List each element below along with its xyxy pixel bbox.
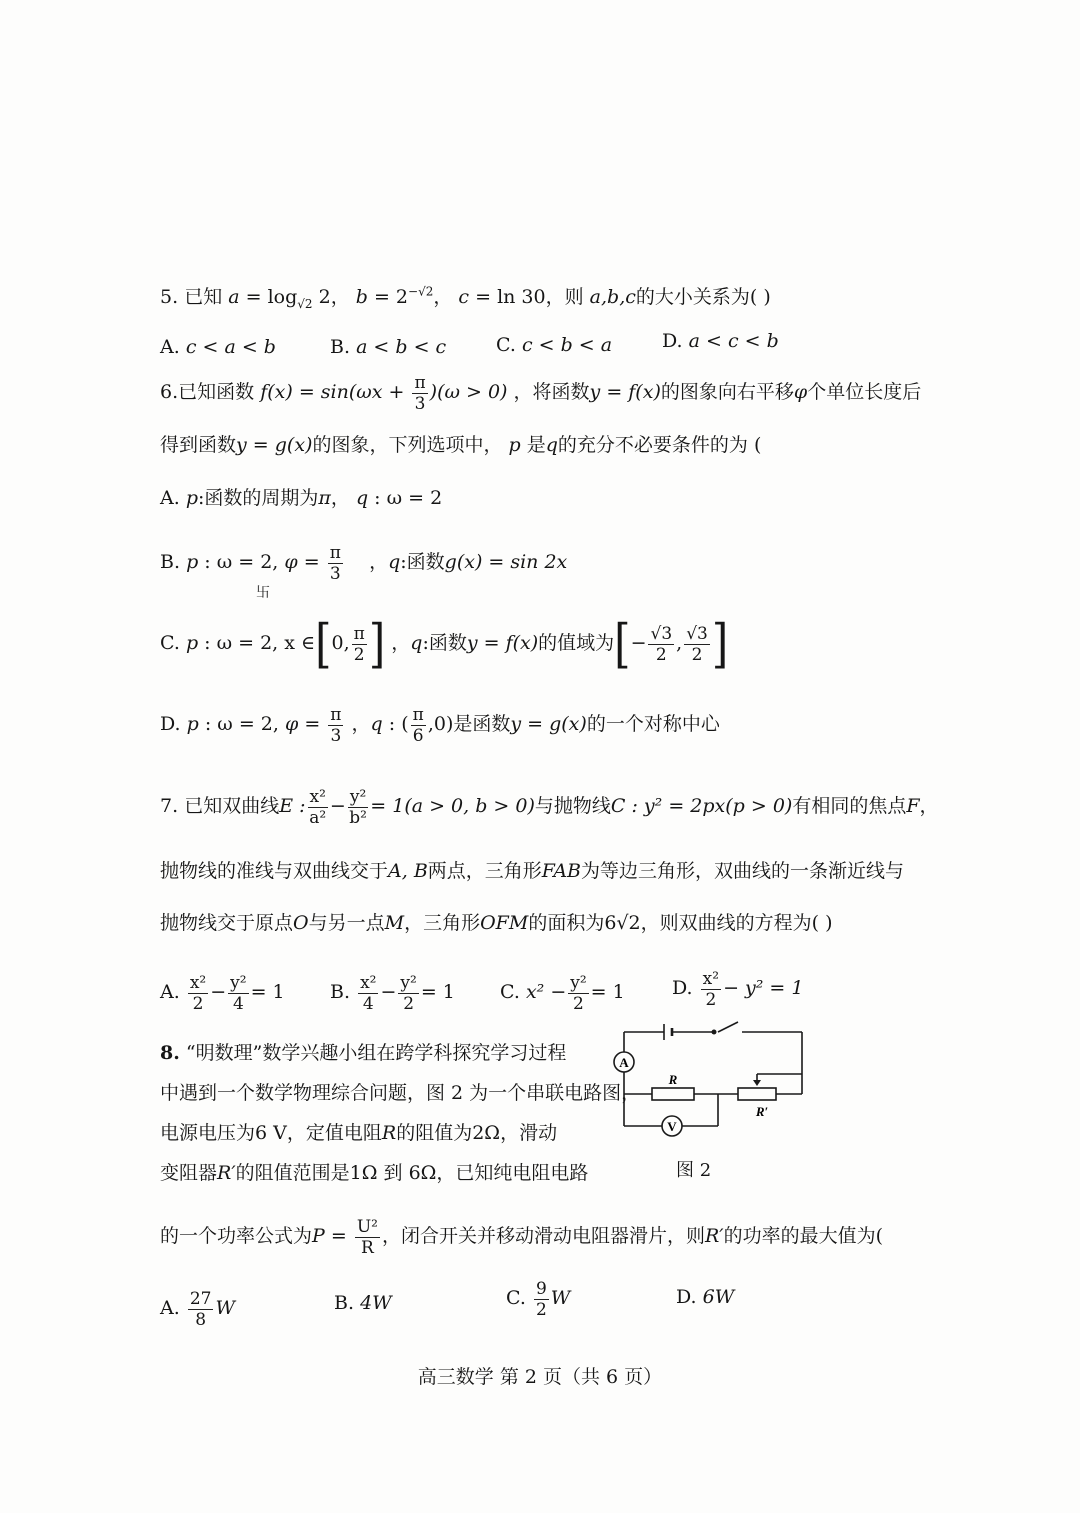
voltmeter-label: V bbox=[667, 1119, 677, 1134]
q6-q: q bbox=[545, 434, 558, 456]
q8-option-c-unit: W bbox=[550, 1287, 571, 1309]
q7-stem-line2 bbox=[160, 858, 904, 884]
q7-frac-x-num: x² bbox=[309, 786, 326, 807]
q7-line2-b: 两点，三角形 bbox=[427, 860, 542, 882]
q5-a-arg: 2 bbox=[312, 286, 331, 308]
q6-option-b-label: B. bbox=[160, 551, 181, 573]
q8-option-a-frac bbox=[188, 1289, 214, 1330]
resistor-label: R bbox=[668, 1072, 678, 1087]
q6-option-d-q: q bbox=[370, 713, 383, 735]
q7-line2-a: 抛物线的准线与双曲线交于 bbox=[160, 860, 389, 882]
q7-eq1: = 1(a > 0, b > 0) bbox=[370, 795, 535, 817]
q8-option-c-den: 2 bbox=[535, 1299, 547, 1320]
q8-option-c-frac bbox=[534, 1279, 549, 1320]
q8-option-b bbox=[334, 1290, 392, 1316]
q6-frac-num: π bbox=[414, 372, 426, 393]
q7-O: O bbox=[293, 912, 309, 934]
q8-line1-text: “明数理”数学兴趣小组在跨学科探究学习过程 bbox=[185, 1042, 567, 1064]
q8-option-c bbox=[506, 1272, 570, 1324]
q6-option-b-text-1: : ω = 2, bbox=[198, 551, 279, 573]
handwritten-mark: 卐 bbox=[256, 585, 270, 601]
q7-frac-x bbox=[308, 787, 328, 828]
q8-Rprime: R′ bbox=[217, 1162, 236, 1184]
q7-option-d bbox=[672, 962, 803, 1014]
q7-option-a: A. $\frac{\text{x²}}{2}$ − $\frac{\text{y²}}{4}$ = 1 bbox=[160, 972, 285, 1014]
q8-option-a-label: A. bbox=[160, 1297, 180, 1319]
q8-power-den: R bbox=[360, 1237, 374, 1258]
q7-option-b: B. $\frac{\text{x²}}{4}$ − $\frac{\text{y²}}{2}$ = 1 bbox=[330, 972, 455, 1014]
q6-option-d bbox=[160, 702, 720, 746]
q6-option-b-q: q bbox=[388, 551, 401, 573]
q8-r-value: 2Ω bbox=[472, 1122, 501, 1144]
q7-E: E : bbox=[279, 795, 306, 817]
q8-option-d bbox=[676, 1284, 734, 1310]
q6-option-c-sep: ， bbox=[391, 632, 411, 654]
q7-F: F bbox=[906, 795, 920, 817]
q8-line5-b: ，闭合开关并移动滑动电阻器滑片，则 bbox=[381, 1225, 705, 1247]
q8-line4 bbox=[160, 1160, 588, 1186]
switch-pivot bbox=[712, 1030, 717, 1035]
q6-option-b-text-2: :函数 bbox=[400, 551, 445, 573]
q8-option-d-label: D. bbox=[676, 1286, 697, 1308]
q7-option-c bbox=[500, 966, 625, 1018]
rheostat-label: R′ bbox=[755, 1104, 769, 1119]
q6-option-c-minus: − bbox=[630, 632, 647, 654]
q7-option-a-d2: 4 bbox=[232, 993, 244, 1014]
q6-stem-line2 bbox=[160, 432, 761, 458]
q8-line3-d: ，滑动 bbox=[500, 1122, 558, 1144]
q7-option-d-tail: − y² = 1 bbox=[723, 977, 804, 999]
q7-C: C : y² = 2px(p > 0) bbox=[610, 795, 793, 817]
q6-text-3: 的图象向右平移 bbox=[660, 381, 794, 403]
q6-option-c-text-3: 的值域为 bbox=[538, 632, 615, 654]
rheostat-box bbox=[738, 1088, 776, 1100]
q5-option-a bbox=[160, 334, 276, 360]
q7-line3-c: ，三角形 bbox=[404, 912, 481, 934]
q5-c-var: c bbox=[458, 286, 470, 308]
q7-frac-x-den: a² bbox=[309, 807, 327, 828]
q8-option-a-unit: W bbox=[215, 1297, 235, 1319]
q7-option-c-pre: x² − bbox=[525, 981, 567, 1003]
q5-sep-1: ， bbox=[330, 286, 350, 308]
q5-text-4: ，则 bbox=[545, 286, 584, 308]
q5-text-6: ) bbox=[763, 286, 771, 308]
q5-abc: a,b,c bbox=[589, 286, 636, 308]
q6-option-c-range-num-2: √3 bbox=[686, 623, 708, 644]
q6-option-c-range-frac-1 bbox=[648, 624, 674, 665]
q7-frac-y-den: b² bbox=[349, 807, 367, 828]
q6-text-6: 的图象，下列选项中， bbox=[312, 434, 503, 456]
q7-text-1: 已知双曲线 bbox=[184, 795, 280, 817]
q5-sep-2: ， bbox=[433, 286, 453, 308]
q6-option-b-frac bbox=[328, 543, 343, 584]
q6-option-c-frac-den: 2 bbox=[353, 644, 365, 665]
q8-power-num: U² bbox=[356, 1216, 378, 1237]
q8-line4-a: 变阻器 bbox=[160, 1162, 218, 1184]
q6-option-d-text-1: : ω = 2, bbox=[198, 713, 279, 735]
q5-b-eq: = 2 bbox=[367, 286, 409, 308]
q5-a-eq: = log bbox=[239, 286, 298, 308]
q7-option-c-d2: 2 bbox=[573, 993, 584, 1014]
q5-option-a-text: c < a < b bbox=[185, 336, 276, 358]
q6-option-b-gx: g(x) = sin 2x bbox=[444, 551, 568, 573]
q7-option-d-label: D. bbox=[672, 977, 693, 999]
q6-option-d-text-4: 是函数 bbox=[453, 713, 511, 735]
q7-option-b-n2: y² bbox=[400, 972, 417, 993]
q6-text-7: 是 bbox=[526, 434, 546, 456]
q6-option-c bbox=[160, 612, 728, 674]
q7-option-b-tail: = 1 bbox=[420, 981, 455, 1003]
resistor-r-box bbox=[652, 1088, 694, 1100]
q7-option-a-n1: x² bbox=[189, 972, 207, 993]
q6-text-4: 个单位长度后 bbox=[807, 381, 922, 403]
q7-line3-b: 与另一点 bbox=[308, 912, 385, 934]
q8-line2 bbox=[160, 1080, 640, 1106]
q6-yfx: y = f(x) bbox=[589, 381, 661, 403]
figure-caption: 图 2 bbox=[676, 1160, 712, 1181]
q6-option-c-comma: , bbox=[676, 632, 683, 654]
q7-FAB: FAB bbox=[541, 860, 582, 882]
q8-option-b-label: B. bbox=[334, 1292, 355, 1314]
q5-option-b bbox=[330, 334, 446, 360]
q7-text-3: 有相同的焦点 bbox=[792, 795, 907, 817]
q7-option-b-n1: x² bbox=[360, 972, 377, 993]
q5-option-c-text: c < b < a bbox=[521, 334, 613, 356]
q6-option-b bbox=[160, 540, 567, 584]
q8-line1 bbox=[160, 1040, 566, 1066]
q6-option-c-frac bbox=[352, 624, 367, 665]
page-footer: 高三数学 第 2 页（共 6 页） bbox=[417, 1366, 663, 1388]
q7-number: 7. bbox=[160, 795, 179, 817]
q7-option-b-frac-2 bbox=[398, 973, 418, 1014]
q5-text-1: 已知 bbox=[184, 286, 223, 308]
q7-option-c-n2: y² bbox=[570, 972, 587, 993]
q5-b-var: b bbox=[355, 286, 368, 308]
q7-option-a-tail: = 1 bbox=[250, 981, 285, 1003]
q6-option-a-eq: : ω = 2 bbox=[368, 487, 443, 509]
q5-a-var: a bbox=[228, 286, 240, 308]
q7-line2-c: 为等边三角形，双曲线的一条渐近线与 bbox=[581, 860, 905, 882]
q6-option-d-frac-1 bbox=[328, 705, 343, 746]
q6-fx: f(x) = sin(ωx + bbox=[260, 381, 411, 403]
q8-line2-text: 中遇到一个数学物理综合问题，图 2 为一个串联电路图， bbox=[160, 1082, 641, 1104]
q6-option-c-range-num-1: √3 bbox=[650, 623, 673, 644]
q6-p: p bbox=[508, 434, 521, 456]
q7-option-c-tail: = 1 bbox=[590, 981, 625, 1003]
q6-phi: φ bbox=[793, 381, 808, 403]
q6-option-b-frac-num: π bbox=[329, 542, 341, 563]
q6-option-c-q: q bbox=[410, 632, 423, 654]
q6-option-a bbox=[160, 485, 442, 511]
q7-option-d-frac bbox=[701, 969, 721, 1010]
q6-option-c-label: C. bbox=[160, 632, 180, 654]
q6-option-d-p: p bbox=[186, 713, 199, 735]
q8-line3-a: 电源电压为 bbox=[160, 1122, 256, 1144]
q6-option-d-sep: ， bbox=[351, 713, 371, 735]
q5-b-exp: −√2 bbox=[408, 284, 434, 299]
q7-option-b-label: B. bbox=[330, 981, 351, 1003]
q8-number: 8. bbox=[160, 1042, 180, 1064]
q6-text-2: ，将函数 bbox=[513, 381, 590, 403]
q6-option-c-rbracket: ] bbox=[368, 612, 386, 674]
q8-option-c-label: C. bbox=[506, 1287, 526, 1309]
q5-number: 5. bbox=[160, 286, 179, 308]
q7-option-a-d1: 2 bbox=[192, 993, 204, 1014]
q7-text-4: ， bbox=[919, 795, 939, 817]
q8-line5-Rprime: R′ bbox=[704, 1225, 724, 1247]
q6-option-d-label: D. bbox=[160, 713, 181, 735]
q8-line3-c: 的阻值为 bbox=[396, 1122, 473, 1144]
q6-option-c-lbracket: [ bbox=[315, 612, 332, 674]
q8-line4-c: ，已知纯电阻电路 bbox=[436, 1162, 589, 1184]
q6-option-d-frac1-num: π bbox=[330, 704, 342, 725]
q7-option-a-frac-1 bbox=[188, 973, 208, 1014]
q5-option-d-label: D. bbox=[662, 330, 683, 352]
q8-option-a bbox=[160, 1282, 235, 1334]
q7-option-b-frac-1 bbox=[358, 973, 378, 1014]
circuit-diagram bbox=[606, 1020, 812, 1150]
q6-frac-den: 3 bbox=[414, 393, 426, 414]
q5-c-eq: = ln 30 bbox=[469, 286, 546, 308]
q7-text-2: 与抛物线 bbox=[534, 795, 611, 817]
q5-text-5: 的大小关系为( bbox=[635, 286, 758, 308]
q6-option-c-range-den-2: 2 bbox=[691, 644, 703, 665]
q6-option-a-label: A. bbox=[160, 487, 180, 509]
q5-option-a-label: A. bbox=[160, 336, 180, 358]
q6-option-a-p: p bbox=[185, 487, 198, 509]
q6-option-d-frac-2 bbox=[411, 705, 426, 746]
q7-OFM: OFM bbox=[480, 912, 529, 934]
q8-option-b-text: 4W bbox=[360, 1292, 392, 1314]
q6-option-c-text-1: : ω = 2, x ∈ bbox=[198, 632, 316, 654]
q6-option-c-frac-num: π bbox=[353, 623, 365, 644]
q5-a-base: √2 bbox=[297, 296, 313, 311]
q8-option-a-num: 27 bbox=[189, 1288, 212, 1309]
q6-option-b-p: p bbox=[186, 551, 199, 573]
q6-text-8: 的充分不必要条件的为 ( bbox=[557, 434, 762, 456]
q6-ygx: y = g(x) bbox=[236, 434, 313, 456]
q7-option-c-label: C. bbox=[500, 981, 520, 1003]
q5-option-b-text: a < b < c bbox=[356, 336, 447, 358]
q6-option-c-p: p bbox=[185, 632, 199, 654]
q7-frac-y bbox=[348, 787, 368, 828]
q7-option-a-n2: y² bbox=[230, 972, 247, 993]
q6-option-c-range-lbracket: [ bbox=[614, 612, 631, 674]
q5-option-c-label: C. bbox=[496, 334, 516, 356]
q7-option-c-frac bbox=[568, 973, 588, 1014]
q6-option-a-sep: ， bbox=[330, 487, 350, 509]
q7-option-a-frac-2 bbox=[228, 973, 248, 1014]
q8-option-d-text: 6W bbox=[702, 1286, 735, 1308]
q7-line3-d: 的面积为 bbox=[528, 912, 605, 934]
q7-AB: A, B bbox=[388, 860, 428, 882]
q6-option-d-frac2-den: 6 bbox=[412, 725, 424, 746]
q6-option-a-q: q bbox=[355, 487, 369, 509]
q5-option-d bbox=[662, 328, 779, 354]
q8-R: R bbox=[381, 1122, 397, 1144]
q6-number: 6. bbox=[160, 381, 179, 403]
q8-range: 1Ω 到 6Ω bbox=[349, 1162, 437, 1184]
q7-frac-y-num: y² bbox=[349, 786, 367, 807]
q6-text-1: 已知函数 bbox=[178, 381, 255, 403]
q6-stem-line1 bbox=[160, 370, 921, 414]
q6-option-d-phi: φ = bbox=[284, 713, 327, 735]
q6-option-c-range-rbracket: ] bbox=[711, 612, 729, 674]
q6-frac-pi-3 bbox=[412, 373, 427, 414]
q8-voltage: 6 V bbox=[255, 1122, 287, 1144]
q6-option-c-zero: 0, bbox=[331, 632, 350, 654]
q8-line5-a: 的一个功率公式为 bbox=[160, 1225, 313, 1247]
ammeter-label: A bbox=[619, 1055, 629, 1070]
q6-option-d-frac1-den: 3 bbox=[330, 725, 342, 746]
q6-option-c-yfx: y = f(x) bbox=[466, 632, 539, 654]
q6-option-a-pi: π bbox=[318, 487, 331, 509]
q6-option-d-text-5: 的一个对称中心 bbox=[586, 713, 720, 735]
q5-option-c bbox=[496, 332, 612, 358]
q8-P: P = bbox=[312, 1225, 353, 1247]
q5-option-d-text: a < c < b bbox=[688, 330, 779, 352]
q7-stem-line1: 7. 已知双曲线E : $\frac{\text{x²}}{\text{a²}}$ − $\frac{\text{y²}}{\text{b²}}$ = 1(a > 0, b > 0)与抛物线C : y² = 2px(p > 0)有相同的焦点F， bbox=[160, 786, 939, 828]
q7-option-b-d1: 4 bbox=[362, 993, 374, 1014]
q6-option-d-text-3: ,0) bbox=[427, 713, 454, 735]
q6-option-d-text-2: : ( bbox=[382, 713, 409, 735]
q6-text-5: 得到函数 bbox=[160, 434, 237, 456]
q7-option-d-d1: 2 bbox=[705, 989, 717, 1010]
q7-option-d-n1: x² bbox=[702, 968, 720, 989]
q5-option-b-label: B. bbox=[330, 336, 351, 358]
q6-option-b-phi: φ = bbox=[284, 551, 326, 573]
q6-option-c-text-2: :函数 bbox=[422, 632, 467, 654]
q8-line4-b: 的阻值范围是 bbox=[235, 1162, 350, 1184]
q8-line5 bbox=[160, 1212, 883, 1260]
q8-option-a-den: 8 bbox=[195, 1309, 207, 1330]
q6-option-b-sep: ， bbox=[369, 551, 389, 573]
q7-option-b-d2: 2 bbox=[403, 993, 415, 1014]
q7-M: M bbox=[384, 912, 405, 934]
q5-stem bbox=[160, 284, 771, 310]
q6-option-d-ygx: y = g(x) bbox=[510, 713, 587, 735]
q6-option-a-text: :函数的周期为 bbox=[197, 487, 319, 509]
q6-cond: )(ω > 0) bbox=[429, 381, 508, 403]
q6-option-c-range-frac-2 bbox=[684, 624, 710, 665]
q8-line3-b: ，定值电阻 bbox=[286, 1122, 382, 1144]
q6-option-b-frac-den: 3 bbox=[329, 563, 341, 584]
slider-arrow-icon bbox=[753, 1080, 761, 1086]
switch-blade bbox=[718, 1022, 738, 1032]
q8-power-frac bbox=[355, 1217, 380, 1258]
q6-option-c-range-den-1: 2 bbox=[655, 644, 667, 665]
q7-option-a-label: A. bbox=[160, 981, 180, 1003]
q8-line5-c: 的功率的最大值为( bbox=[723, 1225, 884, 1247]
q8-option-c-num: 9 bbox=[535, 1278, 547, 1299]
q7-line3-e: ，则双曲线的方程为( ) bbox=[640, 912, 833, 934]
q7-area: 6√2 bbox=[604, 912, 641, 934]
q6-option-d-frac2-num: π bbox=[412, 704, 424, 725]
q7-stem-line3 bbox=[160, 910, 833, 936]
q7-line3-a: 抛物线交于原点 bbox=[160, 912, 294, 934]
q8-line3 bbox=[160, 1120, 557, 1146]
